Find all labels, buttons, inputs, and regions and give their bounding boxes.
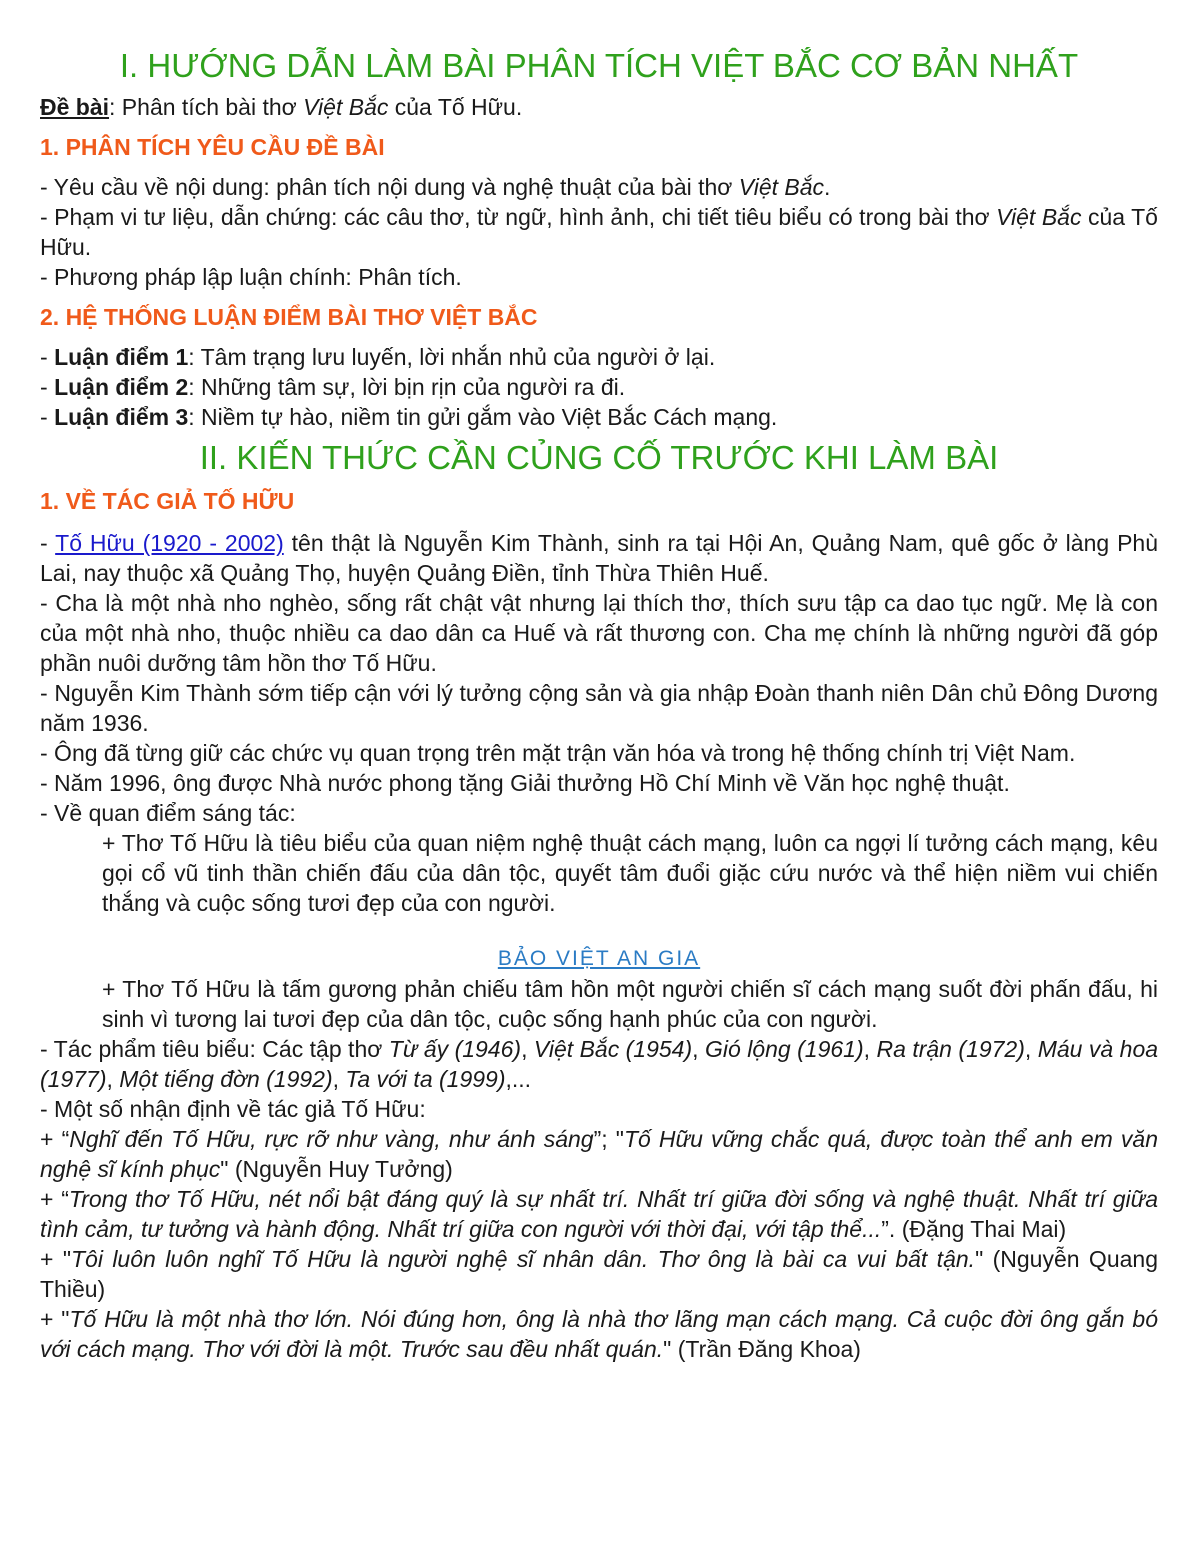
- author-early-life: - Nguyễn Kim Thành sớm tiếp cận với lý tưởng cộng sản và gia nhập Đoàn thanh niên Dân chủ Đông Dương năm 1936.: [40, 680, 1158, 736]
- argument-point-3: [40, 402, 1158, 432]
- work-title: Từ ấy (1946): [388, 1036, 522, 1062]
- opinion-3: [40, 1244, 1158, 1304]
- requirement-content-text: - Yêu cầu về nội dung: phân tích nội dung và nghệ thuật của bài thơ: [40, 174, 739, 200]
- works-prefix: - Tác phẩm tiêu biểu: Các tập thơ: [40, 1036, 389, 1062]
- requirement-scope: [40, 202, 1158, 262]
- author-intro-prefix: -: [40, 530, 56, 556]
- document-page: [40, 40, 1158, 1364]
- argument-text: : Những tâm sự, lời bịn rịn của người ra đi.: [188, 374, 626, 400]
- quote-attribution: ”. (Đặng Thai Mai): [881, 1216, 1067, 1242]
- quote-open: + “: [40, 1126, 70, 1152]
- quote-open: + ": [40, 1306, 70, 1332]
- argument-point-2: [40, 372, 1158, 402]
- quote-attribution: " (Nguyễn Huy Tưởng): [220, 1156, 453, 1182]
- quote-text: Tố Hữu là một nhà thơ lớn. Nói đúng hơn, ông là nhà thơ lãng mạn cách mạng. Cả cuộc đời ông gắn bó với cách mạng. Thơ với đời là một. Trước sau đều nhất quán.: [40, 1306, 1158, 1362]
- quote-text: Nghĩ đến Tố Hữu, rực rỡ như vàng, như ánh sáng: [69, 1126, 594, 1152]
- author-viewpoint: - Về quan điểm sáng tác:: [40, 800, 296, 826]
- work-sep: ,: [332, 1066, 346, 1092]
- argument-text: : Niềm tự hào, niềm tin gửi gắm vào Việt Bắc Cách mạng.: [188, 404, 778, 430]
- author-works: [40, 1034, 1158, 1094]
- argument-prefix: -: [40, 374, 55, 400]
- quote-text: Tôi luôn luôn nghĩ Tố Hữu là người nghệ sĩ nhân dân. Thơ ông là bài ca vui bất tận.: [70, 1246, 976, 1272]
- viewpoint-point-1: + Thơ Tố Hữu là tiêu biểu của quan niệm nghệ thuật cách mạng, luôn ca ngợi lí tưởng cách mạng, kêu gọi cổ vũ tinh thần chiến đấu của dân tộc, quyết tâm đuổi giặc cứu nước và thể hiện niềm vui chiến thắng và cuộc sống tươi đẹp của con người.: [102, 830, 1158, 916]
- author-award: - Năm 1996, ông được Nhà nước phong tặng Giải thưởng Hồ Chí Minh về Văn học nghệ thuật.: [40, 770, 1010, 796]
- author-positions: - Ông đã từng giữ các chức vụ quan trọng trên mặt trận văn hóa và trong hệ thống chính trị Việt Nam.: [40, 740, 1076, 766]
- work-title: Máu và hoa (1977): [40, 1036, 1159, 1092]
- opinion-4: [40, 1304, 1158, 1364]
- work-sep: ,: [692, 1036, 705, 1062]
- quote-open: + ": [40, 1246, 71, 1272]
- argument-text: : Tâm trạng lưu luyến, lời nhắn nhủ của người ở lại.: [188, 344, 716, 370]
- author-family: - Cha là một nhà nho nghèo, sống rất chật vật nhưng lại thích thơ, thích sưu tập ca dao tục ngữ. Mẹ là con của một nhà nho, thuộc nhiều ca dao dân ca Huế và rất thương con. Cha mẹ chính là những người đã góp phần nuôi dưỡng tâm hồn thơ Tố Hữu.: [40, 590, 1158, 676]
- opinions-intro: - Một số nhận định về tác giả Tố Hữu:: [40, 1096, 426, 1122]
- assignment-poem-title: Việt Bắc: [303, 94, 389, 120]
- argument-prefix: -: [40, 404, 55, 430]
- section-heading-author: 1. VỀ TÁC GIẢ TỐ HỮU: [40, 488, 295, 514]
- argument-label: Luận điểm 3: [54, 404, 189, 430]
- quote-text: Tố Hữu vững chắc quá, được toàn thể anh em văn nghệ sĩ kính phục: [40, 1126, 1159, 1182]
- quote-text: Trong thơ Tố Hữu, nét nổi bật đáng quý là sự nhất trí. Nhất trí giữa đời sống và nghệ thuật. Nhất trí giữa tình cảm, tư tưởng và hành động. Nhất trí giữa con người với thời đại, với tập thể...: [40, 1186, 1159, 1242]
- assignment-line: [40, 92, 1158, 122]
- author-intro-text: tên thật là Nguyễn Kim Thành, sinh ra tại Hội An, Quảng Nam, quê gốc ở làng Phù Lai, nay thuộc xã Quảng Thọ, huyện Quảng Điền, tỉnh Thừa Thiên Huế.: [40, 530, 1158, 586]
- section-heading-arguments: 2. HỆ THỐNG LUẬN ĐIỂM BÀI THƠ VIỆT BẮC: [40, 304, 538, 330]
- opinion-1: [40, 1124, 1158, 1184]
- requirement-content-italic: Việt Bắc: [738, 174, 825, 200]
- author-link[interactable]: Tố Hữu (1920 - 2002): [55, 530, 284, 556]
- requirement-scope-text: - Phạm vi tư liệu, dẫn chứng: các câu thơ, từ ngữ, hình ảnh, chi tiết tiêu biểu có trong bài thơ: [40, 204, 997, 230]
- author-intro: [40, 528, 1158, 588]
- quote-mid: ”; ": [593, 1126, 624, 1152]
- work-sep: ,: [863, 1036, 877, 1062]
- assignment-text-end: của Tố Hữu.: [388, 94, 523, 120]
- argument-prefix: -: [40, 344, 55, 370]
- viewpoint-point-2: + Thơ Tố Hữu là tấm gương phản chiếu tâm hồn một người chiến sĩ cách mạng suốt đời phấn đấu, hi sinh vì tương lai tươi đẹp của dân tộc, cuộc sống hạnh phúc của con người.: [102, 976, 1158, 1032]
- assignment-label: Đề bài: [40, 94, 110, 120]
- work-title: Ra trận (1972): [876, 1036, 1025, 1062]
- argument-point-1: [40, 342, 1158, 372]
- requirement-method: - Phương pháp lập luận chính: Phân tích.: [40, 264, 462, 290]
- requirement-content: [40, 172, 1158, 202]
- assignment-text: : Phân tích bài thơ: [109, 94, 304, 120]
- requirement-content-end: .: [824, 174, 831, 200]
- quote-attribution: " (Nguyễn Quang Thiều): [40, 1246, 1158, 1302]
- opinion-2: [40, 1184, 1158, 1244]
- watermark-text: BẢO VIỆT AN GIA: [497, 947, 701, 970]
- main-title: I. HƯỚNG DẪN LÀM BÀI PHÂN TÍCH VIỆT BẮC CƠ BẢN NHẤT: [119, 47, 1079, 84]
- work-sep: ,...: [505, 1066, 532, 1092]
- work-sep: ,: [106, 1066, 120, 1092]
- requirement-scope-italic: Việt Bắc: [996, 204, 1082, 230]
- work-title: Ta với ta (1999): [345, 1066, 506, 1092]
- secondary-title: II. KIẾN THỨC CẦN CỦNG CỐ TRƯỚC KHI LÀM BÀI: [199, 439, 999, 476]
- quote-open: + “: [40, 1186, 69, 1212]
- section-heading-requirements: 1. PHÂN TÍCH YÊU CẦU ĐỀ BÀI: [40, 134, 385, 160]
- requirement-scope-end: của Tố Hữu.: [40, 204, 1158, 260]
- work-sep: ,: [521, 1036, 534, 1062]
- argument-label: Luận điểm 2: [54, 374, 189, 400]
- work-title: Một tiếng đờn (1992): [119, 1066, 333, 1092]
- work-title: Gió lộng (1961): [704, 1036, 864, 1062]
- work-title: Việt Bắc (1954): [533, 1036, 693, 1062]
- argument-label: Luận điểm 1: [54, 344, 189, 370]
- work-sep: ,: [1024, 1036, 1038, 1062]
- quote-attribution: " (Trần Đăng Khoa): [663, 1336, 861, 1362]
